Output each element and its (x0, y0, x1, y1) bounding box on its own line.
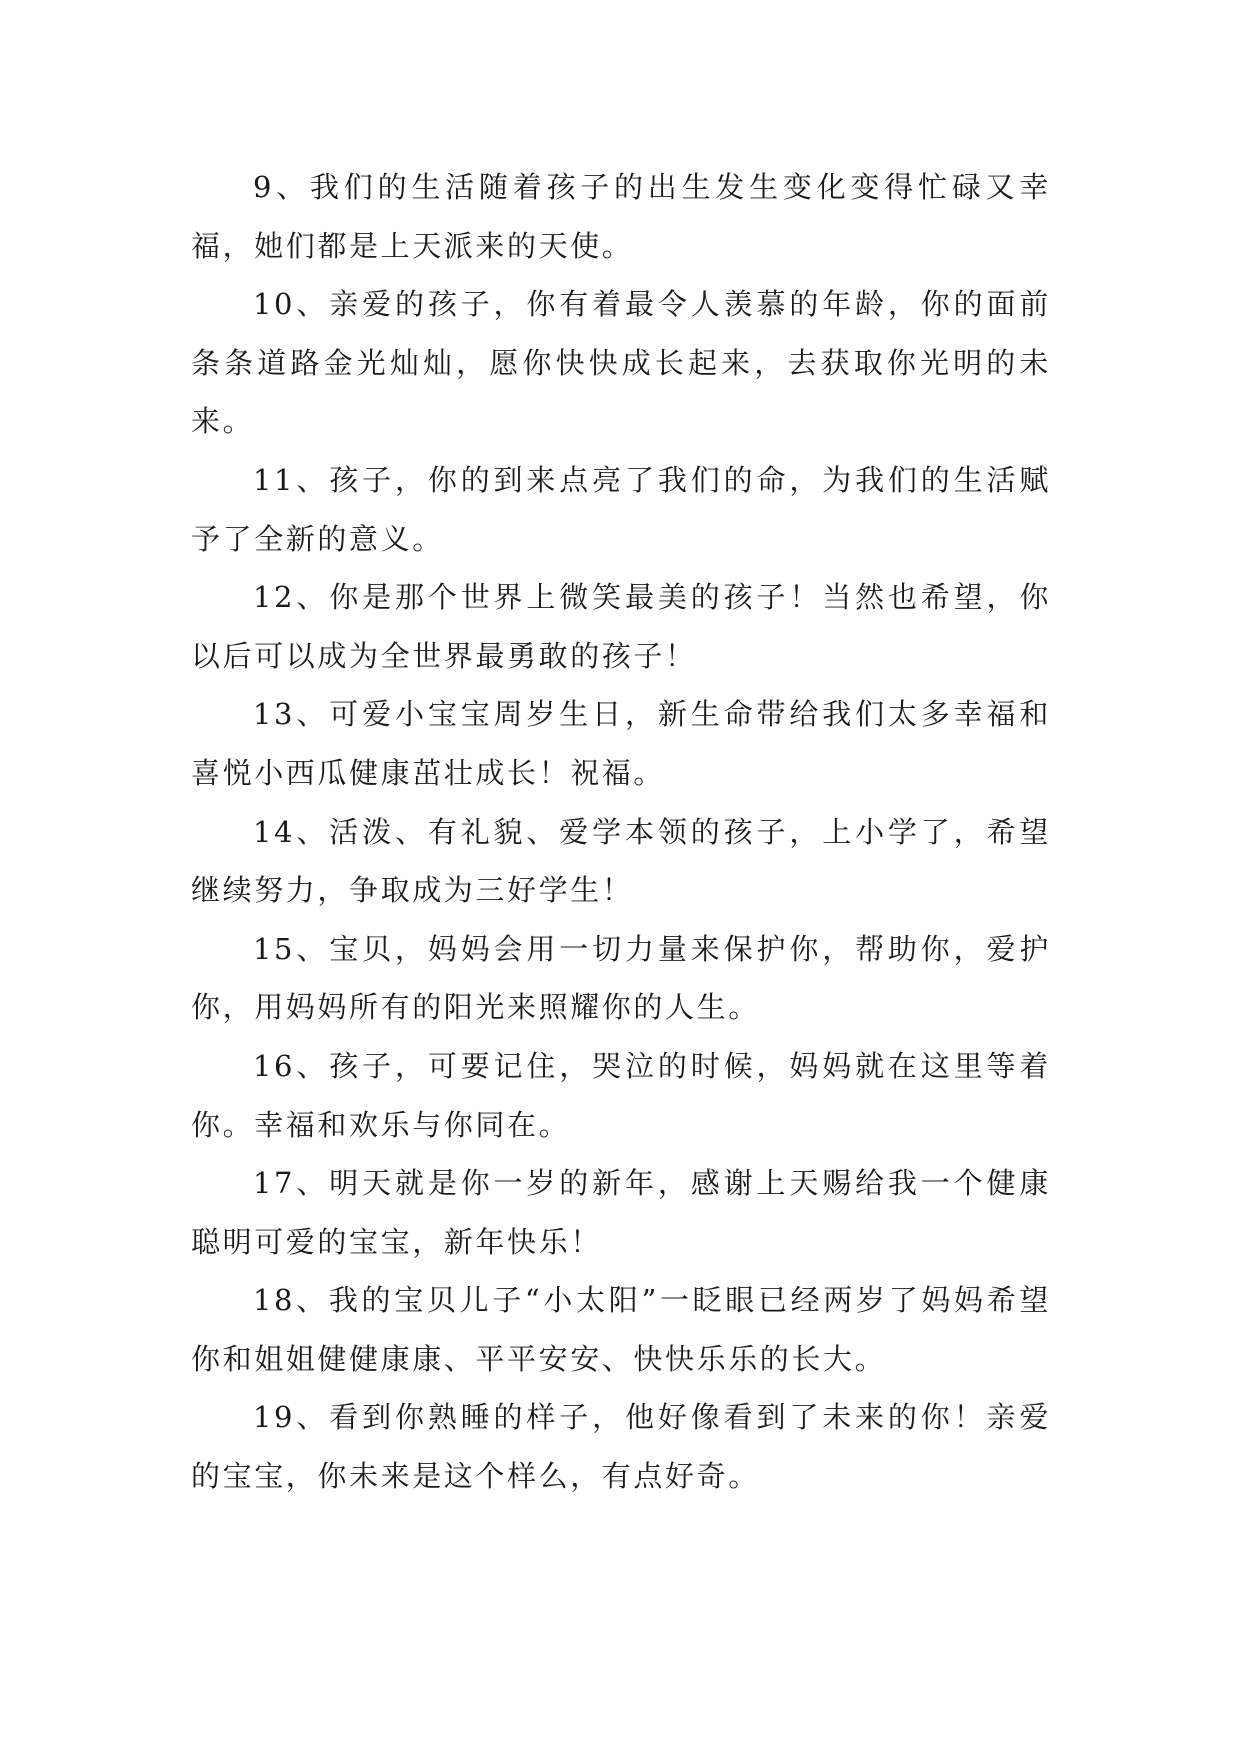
paragraph-14: 14、活泼、有礼貌、爱学本领的孩子，上小学了，希望继续努力，争取成为三好学生！ (191, 814, 1051, 908)
paragraph-15: 15、宝贝，妈妈会用一切力量来保护你，帮助你，爱护你，用妈妈所有的阳光来照耀你的人生。 (191, 931, 1051, 1025)
paragraph-13: 13、可爱小宝宝周岁生日，新生命带给我们太多幸福和喜悦小西瓜健康茁壮成长！祝福。 (191, 697, 1051, 790)
paragraph-18: 18、我的宝贝儿子“小太阳”一眨眼已经两岁了妈妈希望你和姐姐健健康康、平平安安、快快乐乐的长大。 (191, 1283, 1051, 1376)
paragraph-9: 9、我们的生活随着孩子的出生发生变化变得忙碌又幸福，她们都是上天派来的天使。 (191, 170, 1051, 263)
paragraph-16: 16、孩子，可要记住，哭泣的时候，妈妈就在这里等着你。幸福和欢乐与你同在。 (191, 1048, 1051, 1142)
paragraph-12: 12、你是那个世界上微笑最美的孩子！当然也希望，你以后可以成为全世界最勇敢的孩子！ (191, 580, 1051, 673)
paragraph-19: 19、看到你熟睡的样子，他好像看到了未来的你！亲爱的宝宝，你未来是这个样么，有点好奇。 (191, 1400, 1051, 1494)
paragraph-10: 10、亲爱的孩子，你有着最令人羡慕的年龄，你的面前条条道路金光灿灿，愿你快快成长起来，去获取你光明的未来。 (191, 287, 1051, 439)
paragraph-17: 17、明天就是你一岁的新年，感谢上天赐给我一个健康聪明可爱的宝宝，新年快乐！ (191, 1166, 1051, 1259)
paragraph-11: 11、孩子，你的到来点亮了我们的命，为我们的生活赋予了全新的意义。 (191, 462, 1051, 556)
document-body (191, 158, 1051, 1506)
